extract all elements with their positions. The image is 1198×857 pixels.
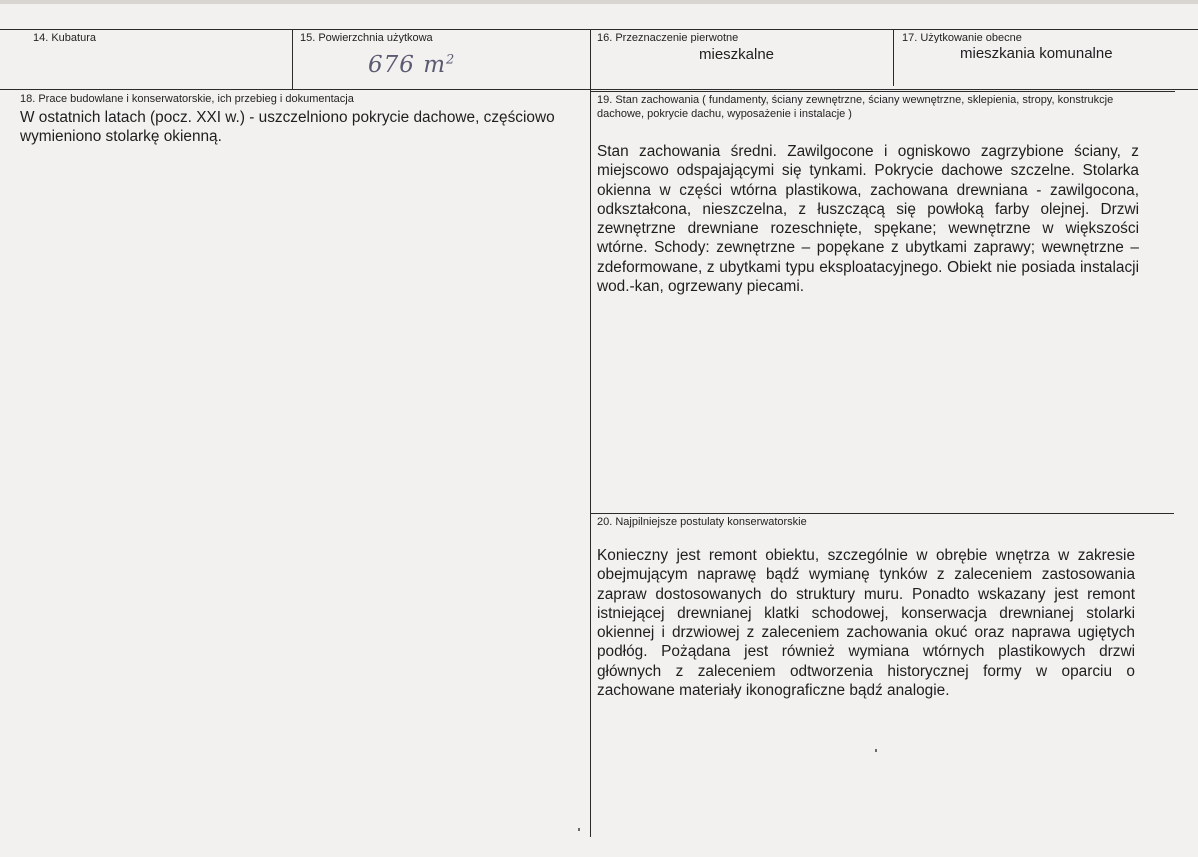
field-20-text: Konieczny jest remont obiektu, szczególnie w obrębie wnętrza w zakresie obejmującym naprawę bądź wymianę tynków z zaleceniem zastosowania zapraw dostosowanych do struktury muru. Ponadto wskazany jest remont istniejącej drewnianej klatki schodowej, konserwacja drewnianej stolarki okiennej i drzwiowej z zaleceniem zachowania okuć oraz naprawa ugiętych podłóg. Pożądana jest również wymiana wtórnych plastikowych drzwi głównych z zaleceniem odtworzenia historycznej formy w oparciu o zachowane materiały ikonograficzne bądź analogie. bbox=[597, 547, 1135, 700]
divider-14-15 bbox=[292, 29, 293, 90]
field-18-text: W ostatnich latach (pocz. XXI w.) - uszczelniono pokrycie dachowe, częściowo wymieniono stolarkę okienną. bbox=[20, 109, 555, 146]
field-15-label: 15. Powierzchnia użytkowa bbox=[300, 32, 433, 43]
field-19-text: Stan zachowania średni. Zawilgocone i ogniskowo zagrzybione ściany, z miejscowo odspajającymi się tynkami. Pokrycie dachowe szczelne. Stolarka okienna w części wtórna plastikowa, zachowana drewniana - zawilgocona, odkształcona, nieszczelna, z łuszczącą się powłoką farby olejnej. Drzwi zewnętrzne drewniane rozeschnięte, spękane; wewnętrzne w większości wtórne. Schody: zewnętrzne – popękane z ubytkami zaprawy; wewnętrzne – zdeformowane, z ubytkami typu eksploatacyjnego. Obiekt nie posiada instalacji wod.-kan, ogrzewany piecami. bbox=[597, 143, 1139, 296]
scan-speck bbox=[578, 828, 580, 831]
divider-16-17 bbox=[893, 29, 894, 86]
field-16-label: 16. Przeznaczenie pierwotne bbox=[597, 32, 739, 43]
field-20-label: 20. Najpilniejsze postulaty konserwatorskie bbox=[597, 516, 807, 528]
row-divider-right-double bbox=[591, 91, 1175, 92]
field-18-label: 18. Prace budowlane i konserwatorskie, ich przebieg i dokumentacja bbox=[20, 93, 354, 105]
field-16-value: mieszkalne bbox=[699, 46, 775, 63]
divider-main bbox=[590, 29, 591, 837]
scan-speck bbox=[875, 749, 877, 752]
field-17-label: 17. Użytkowanie obecne bbox=[902, 32, 1022, 43]
scan-edge bbox=[0, 0, 1198, 4]
field-19-label: 19. Stan zachowania ( fundamenty, ściany zewnętrzne, ściany wewnętrzne, sklepienia, stropy, konstrukcje dachowe, pokrycie dachu, wyposażenie i instalacje ) bbox=[597, 94, 1114, 120]
field-15-handwritten-value: 676 $m^2$ bbox=[368, 52, 456, 78]
divider-19-20 bbox=[591, 513, 1174, 514]
field-14-label: 14. Kubatura bbox=[33, 32, 96, 43]
field-17-value: mieszkania komunalne bbox=[960, 45, 1113, 62]
row-divider bbox=[0, 89, 1198, 90]
